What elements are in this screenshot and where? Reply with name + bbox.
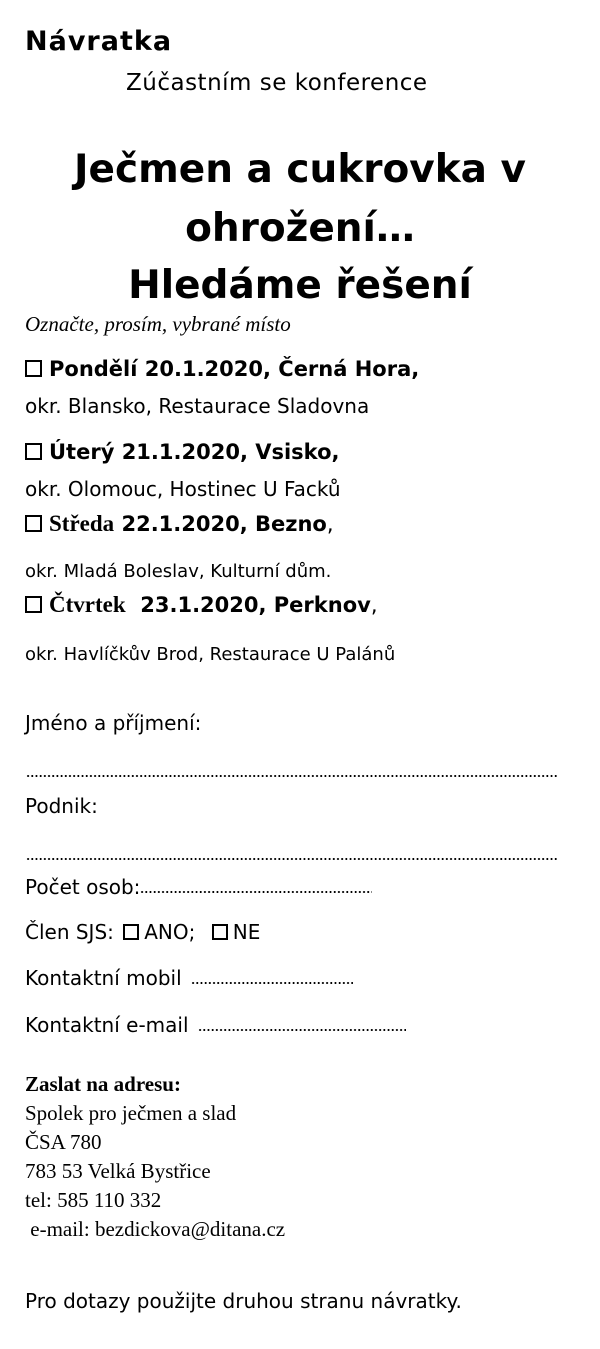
option-detail: okr. Blansko, Restaurace Sladovna: [25, 394, 370, 418]
mobile-label: Kontaktní mobil: [25, 966, 182, 990]
checkbox-member-yes[interactable]: [123, 924, 139, 940]
member-label: Člen SJS:: [25, 920, 114, 944]
checkbox-thursday[interactable]: [25, 596, 42, 613]
member-no-label: NE: [232, 920, 261, 944]
address-line: Spolek pro ječmen a slad: [25, 1101, 237, 1125]
phone-line: tel: 585 110 332: [25, 1188, 162, 1212]
persons-label: Počet osob:: [25, 875, 141, 899]
mobile-field[interactable]: [191, 981, 353, 985]
option-detail: okr. Havlíčkův Brod, Restaurace U Palánů: [25, 644, 396, 665]
option-comma: ,: [370, 593, 378, 617]
persons-field[interactable]: [140, 890, 372, 894]
name-field[interactable]: [26, 774, 558, 778]
option-wednesday[interactable]: [25, 511, 334, 537]
conference-title-line3: Hledáme řešení: [128, 263, 472, 308]
name-label: Jméno a příjmení:: [25, 711, 202, 735]
option-detail: okr. Mladá Boleslav, Kulturní dům.: [25, 561, 332, 582]
form-heading: Návratka: [25, 26, 173, 57]
option-monday[interactable]: [25, 357, 419, 381]
conference-title-line2: ohrožení…: [185, 206, 415, 251]
option-thursday[interactable]: [25, 592, 378, 618]
option-day: Pondělí 20.1.2020,: [49, 357, 271, 381]
company-field[interactable]: [26, 857, 558, 861]
form-subheading: Zúčastním se konference: [126, 70, 428, 96]
email-line: e-mail: bezdickova@ditana.cz: [25, 1217, 286, 1241]
address-line: 783 53 Velká Bystřice: [25, 1159, 211, 1183]
address-line: ČSA 780: [25, 1130, 102, 1154]
option-tuesday[interactable]: [25, 440, 339, 464]
email-field[interactable]: [198, 1028, 406, 1032]
option-day: Čtvrtek: [49, 592, 126, 617]
email-row: [25, 1013, 406, 1037]
checkbox-tuesday[interactable]: [25, 443, 42, 460]
option-place: , Vsisko,: [239, 440, 340, 464]
conference-title-line1: Ječmen a cukrovka v: [74, 147, 526, 192]
address-heading: Zaslat na adresu:: [25, 1072, 181, 1096]
option-date-place: 23.1.2020, Perknov: [125, 593, 371, 617]
instruction-text: Označte, prosím, vybrané místo: [25, 312, 291, 336]
option-date-place: 22.1.2020, Bezno: [114, 512, 327, 536]
checkbox-wednesday[interactable]: [25, 515, 42, 532]
footer-note: Pro dotazy použijte druhou stranu návratky.: [25, 1289, 462, 1313]
option-detail: okr. Olomouc, Hostinec U Facků: [25, 477, 341, 501]
mobile-row: [25, 966, 353, 990]
checkbox-monday[interactable]: [25, 360, 42, 377]
option-place: Černá Hora,: [270, 357, 420, 381]
option-comma: ,: [326, 512, 334, 536]
email-label: Kontaktní e-mail: [25, 1013, 189, 1037]
member-row: [25, 920, 260, 944]
option-day: Úterý 21.1.2020: [49, 440, 240, 464]
persons-row: [25, 875, 372, 899]
option-day: Středa: [49, 511, 115, 536]
checkbox-member-no[interactable]: [212, 924, 228, 940]
member-yes-label: ANO;: [144, 920, 196, 944]
company-label: Podnik:: [25, 794, 98, 818]
